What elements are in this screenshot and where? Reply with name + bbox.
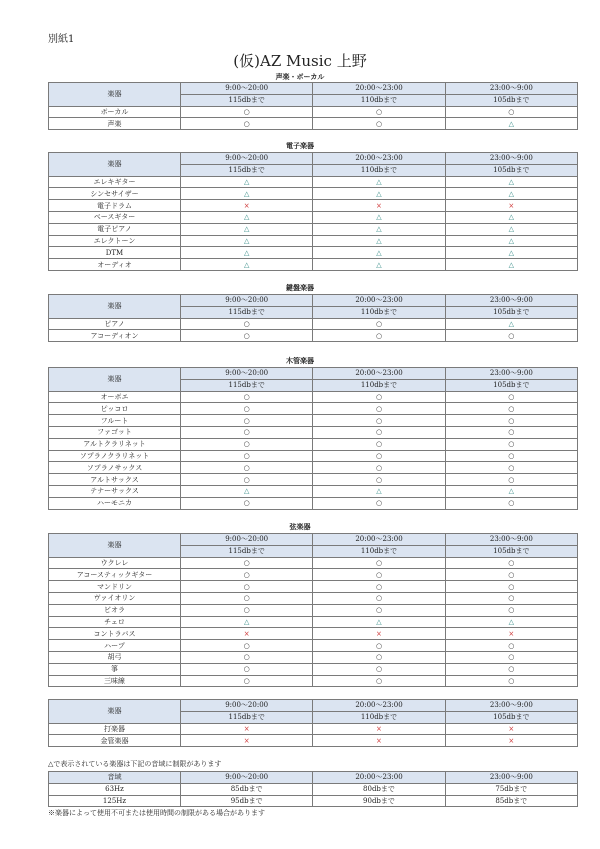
- table-row: [49, 497, 578, 509]
- table-row: [49, 663, 578, 675]
- table-row: [49, 474, 578, 486]
- db-limit: 85dbまで: [445, 795, 577, 807]
- availability-symbol: ×: [313, 200, 445, 212]
- availability-symbol: △: [445, 259, 577, 271]
- availability-symbol: ○: [445, 391, 577, 403]
- availability-symbol: ○: [313, 651, 445, 663]
- table-row: [49, 795, 578, 807]
- availability-symbol: ○: [181, 118, 313, 130]
- table-row: [49, 675, 578, 687]
- time-header: 20:00〜23:00: [313, 295, 445, 307]
- availability-symbol: ○: [445, 426, 577, 438]
- table-row: [49, 200, 578, 212]
- availability-symbol: ○: [181, 426, 313, 438]
- limit-header: 115dbまで: [181, 94, 313, 106]
- table-row: [49, 462, 578, 474]
- time-header: 20:00〜23:00: [313, 772, 445, 784]
- availability-symbol: ○: [445, 497, 577, 509]
- section-title: 木管楽器: [286, 357, 314, 365]
- availability-symbol: ○: [181, 497, 313, 509]
- instrument-name: 胡弓: [49, 651, 181, 663]
- time-header: 20:00〜23:00: [313, 700, 445, 712]
- table-row: [49, 176, 578, 188]
- instrument-header: 楽器: [49, 368, 181, 392]
- time-header: 23:00〜9:00: [445, 772, 577, 784]
- table-row: [49, 318, 578, 330]
- availability-symbol: ○: [445, 415, 577, 427]
- availability-symbol: ×: [181, 735, 313, 747]
- limit-header: 110dbまで: [313, 379, 445, 391]
- table-row: [49, 247, 578, 259]
- availability-symbol: ○: [445, 604, 577, 616]
- instrument-name: 声楽: [49, 118, 181, 130]
- instrument-name: エレキギター: [49, 176, 181, 188]
- availability-symbol: ○: [313, 318, 445, 330]
- availability-symbol: ○: [313, 581, 445, 593]
- table-row: [49, 616, 578, 628]
- table-row: [49, 211, 578, 223]
- availability-symbol: ○: [181, 450, 313, 462]
- limit-header: 115dbまで: [181, 711, 313, 723]
- limit-header: 110dbまで: [313, 711, 445, 723]
- availability-symbol: △: [445, 485, 577, 497]
- limit-header: 110dbまで: [313, 306, 445, 318]
- table-row: [49, 235, 578, 247]
- availability-symbol: △: [445, 118, 577, 130]
- availability-symbol: ○: [181, 318, 313, 330]
- instrument-header: 楽器: [49, 295, 181, 319]
- availability-symbol: ○: [181, 581, 313, 593]
- availability-symbol: △: [445, 616, 577, 628]
- limit-header: 105dbまで: [445, 94, 577, 106]
- availability-symbol: △: [445, 176, 577, 188]
- availability-symbol: ○: [313, 557, 445, 569]
- instrument-name: 電子ドラム: [49, 200, 181, 212]
- availability-symbol: △: [445, 223, 577, 235]
- table-row: [49, 581, 578, 593]
- time-header: 23:00〜9:00: [445, 83, 577, 95]
- availability-symbol: ○: [445, 403, 577, 415]
- availability-symbol: ○: [313, 403, 445, 415]
- table-row: [49, 450, 578, 462]
- instrument-name: ファゴット: [49, 426, 181, 438]
- instrument-header: 楽器: [49, 534, 181, 558]
- availability-symbol: ○: [181, 330, 313, 342]
- instrument-name: ボーカル: [49, 106, 181, 118]
- page-label: 別紙1: [48, 34, 75, 45]
- availability-symbol: ×: [445, 723, 577, 735]
- instrument-name: 打楽器: [49, 723, 181, 735]
- instrument-header: 楽器: [49, 153, 181, 177]
- availability-symbol: ○: [445, 438, 577, 450]
- availability-symbol: ○: [445, 581, 577, 593]
- availability-symbol: ○: [445, 330, 577, 342]
- instrument-table: [48, 152, 578, 271]
- availability-symbol: ×: [181, 628, 313, 640]
- availability-symbol: ○: [181, 651, 313, 663]
- instrument-name: テナーサックス: [49, 485, 181, 497]
- availability-symbol: ○: [445, 663, 577, 675]
- instrument-name: ハープ: [49, 640, 181, 652]
- instrument-header: 楽器: [49, 700, 181, 724]
- availability-symbol: △: [445, 247, 577, 259]
- limit-header: 105dbまで: [445, 711, 577, 723]
- table-row: [49, 783, 578, 795]
- instrument-name: 金管楽器: [49, 735, 181, 747]
- instrument-name: 三味線: [49, 675, 181, 687]
- time-header: 23:00〜9:00: [445, 368, 577, 380]
- availability-symbol: ○: [181, 675, 313, 687]
- availability-symbol: △: [313, 259, 445, 271]
- limit-header: 110dbまで: [313, 94, 445, 106]
- availability-symbol: ○: [445, 450, 577, 462]
- limit-header: 110dbまで: [313, 545, 445, 557]
- availability-symbol: ○: [313, 474, 445, 486]
- availability-symbol: ×: [445, 628, 577, 640]
- availability-symbol: ○: [313, 118, 445, 130]
- availability-symbol: ○: [313, 391, 445, 403]
- table-row: [49, 223, 578, 235]
- table-row: [49, 403, 578, 415]
- availability-symbol: △: [445, 235, 577, 247]
- table-row: [49, 106, 578, 118]
- instrument-name: アルトサックス: [49, 474, 181, 486]
- limit-header: 105dbまで: [445, 164, 577, 176]
- time-header: 23:00〜9:00: [445, 534, 577, 546]
- availability-symbol: △: [181, 211, 313, 223]
- availability-symbol: ×: [313, 628, 445, 640]
- frequency-range: 63Hz: [49, 783, 181, 795]
- table-row: [49, 557, 578, 569]
- table-row: [49, 735, 578, 747]
- instrument-name: アコースティックギター: [49, 569, 181, 581]
- availability-symbol: ○: [181, 640, 313, 652]
- page-title: (仮)AZ Music 上野: [233, 52, 367, 70]
- limit-header: 105dbまで: [445, 379, 577, 391]
- table-row: [49, 640, 578, 652]
- availability-symbol: ○: [313, 106, 445, 118]
- availability-symbol: ○: [445, 651, 577, 663]
- instrument-name: コントラバス: [49, 628, 181, 640]
- instrument-name: アルトクラリネット: [49, 438, 181, 450]
- section-title: 声楽・ボーカル: [275, 73, 325, 81]
- instrument-name: アコーディオン: [49, 330, 181, 342]
- availability-symbol: ○: [445, 569, 577, 581]
- db-limit: 95dbまで: [181, 795, 313, 807]
- time-header: 20:00〜23:00: [313, 83, 445, 95]
- availability-symbol: ○: [181, 604, 313, 616]
- instrument-name: オーディオ: [49, 259, 181, 271]
- time-header: 9:00〜20:00: [181, 368, 313, 380]
- time-header: 9:00〜20:00: [181, 295, 313, 307]
- availability-symbol: ○: [445, 640, 577, 652]
- availability-symbol: ×: [181, 723, 313, 735]
- db-limit: 90dbまで: [313, 795, 445, 807]
- table-row: [49, 391, 578, 403]
- instrument-name: 電子ピアノ: [49, 223, 181, 235]
- availability-symbol: ○: [181, 592, 313, 604]
- availability-symbol: ○: [313, 438, 445, 450]
- availability-symbol: △: [313, 616, 445, 628]
- availability-symbol: ○: [313, 675, 445, 687]
- instrument-name: オーボエ: [49, 391, 181, 403]
- availability-symbol: ○: [313, 450, 445, 462]
- instrument-table: [48, 367, 578, 510]
- limit-header: 110dbまで: [313, 164, 445, 176]
- section-title: 鍵盤楽器: [286, 284, 314, 292]
- availability-symbol: ○: [181, 557, 313, 569]
- sound-range-header: 音域: [49, 772, 181, 784]
- section-title: 電子楽器: [286, 142, 314, 150]
- availability-symbol: ○: [313, 415, 445, 427]
- availability-symbol: △: [181, 485, 313, 497]
- instrument-name: ベースギター: [49, 211, 181, 223]
- availability-symbol: △: [181, 247, 313, 259]
- availability-symbol: △: [313, 188, 445, 200]
- limit-header: 115dbまで: [181, 164, 313, 176]
- limit-header: 105dbまで: [445, 306, 577, 318]
- availability-symbol: △: [445, 188, 577, 200]
- time-header: 23:00〜9:00: [445, 153, 577, 165]
- availability-symbol: ○: [181, 438, 313, 450]
- instrument-name: フルート: [49, 415, 181, 427]
- availability-symbol: ○: [445, 557, 577, 569]
- availability-symbol: ○: [445, 592, 577, 604]
- limit-header: 115dbまで: [181, 306, 313, 318]
- availability-symbol: ○: [181, 106, 313, 118]
- availability-symbol: △: [313, 485, 445, 497]
- time-header: 20:00〜23:00: [313, 153, 445, 165]
- availability-symbol: ○: [181, 569, 313, 581]
- time-header: 20:00〜23:00: [313, 534, 445, 546]
- availability-symbol: ×: [181, 200, 313, 212]
- db-limit: 85dbまで: [181, 783, 313, 795]
- limit-header: 105dbまで: [445, 545, 577, 557]
- table-row: [49, 426, 578, 438]
- availability-symbol: △: [445, 318, 577, 330]
- availability-symbol: ×: [313, 723, 445, 735]
- instrument-name: マンドリン: [49, 581, 181, 593]
- table-row: [49, 723, 578, 735]
- availability-symbol: ○: [313, 663, 445, 675]
- availability-symbol: ○: [313, 497, 445, 509]
- availability-symbol: ○: [181, 663, 313, 675]
- instrument-name: ソプラノサックス: [49, 462, 181, 474]
- time-header: 9:00〜20:00: [181, 534, 313, 546]
- limit-header: 115dbまで: [181, 379, 313, 391]
- availability-symbol: ○: [313, 592, 445, 604]
- availability-symbol: ○: [181, 403, 313, 415]
- availability-symbol: △: [181, 616, 313, 628]
- availability-symbol: ×: [445, 200, 577, 212]
- frequency-range: 125Hz: [49, 795, 181, 807]
- instrument-name: ピッコロ: [49, 403, 181, 415]
- availability-symbol: ○: [181, 391, 313, 403]
- availability-symbol: ○: [313, 569, 445, 581]
- time-header: 9:00〜20:00: [181, 772, 313, 784]
- instrument-name: 箏: [49, 663, 181, 675]
- instrument-name: シンセサイザー: [49, 188, 181, 200]
- availability-symbol: ○: [313, 640, 445, 652]
- table-row: [49, 259, 578, 271]
- availability-symbol: ○: [313, 604, 445, 616]
- table-row: [49, 188, 578, 200]
- db-limit: 80dbまで: [313, 783, 445, 795]
- instrument-name: チェロ: [49, 616, 181, 628]
- triangle-note: △で表示されている楽器は下記の音域に制限があります: [48, 760, 222, 768]
- instrument-name: ピアノ: [49, 318, 181, 330]
- time-header: 9:00〜20:00: [181, 83, 313, 95]
- time-header: 20:00〜23:00: [313, 368, 445, 380]
- availability-symbol: ○: [181, 474, 313, 486]
- table-row: [49, 118, 578, 130]
- availability-symbol: △: [313, 235, 445, 247]
- availability-symbol: △: [313, 247, 445, 259]
- availability-symbol: ○: [445, 675, 577, 687]
- availability-symbol: △: [181, 223, 313, 235]
- time-header: 9:00〜20:00: [181, 153, 313, 165]
- footer-note: ※楽器によって使用不可または使用時間の制限がある場合があります: [48, 809, 265, 817]
- availability-symbol: ○: [445, 462, 577, 474]
- instrument-name: ヴァイオリン: [49, 592, 181, 604]
- instrument-table: [48, 533, 578, 687]
- availability-symbol: △: [313, 176, 445, 188]
- instrument-table: [48, 294, 578, 342]
- table-row: [49, 604, 578, 616]
- availability-symbol: △: [313, 211, 445, 223]
- time-header: 23:00〜9:00: [445, 700, 577, 712]
- db-limit: 75dbまで: [445, 783, 577, 795]
- availability-symbol: ○: [313, 462, 445, 474]
- table-row: [49, 651, 578, 663]
- availability-symbol: ○: [445, 106, 577, 118]
- table-row: [49, 592, 578, 604]
- instrument-header: 楽器: [49, 83, 181, 107]
- table-row: [49, 330, 578, 342]
- instrument-name: DTM: [49, 247, 181, 259]
- instrument-name: ハーモニカ: [49, 497, 181, 509]
- instrument-name: ビオラ: [49, 604, 181, 616]
- table-row: [49, 485, 578, 497]
- availability-symbol: ○: [181, 462, 313, 474]
- availability-symbol: ○: [313, 330, 445, 342]
- availability-symbol: △: [181, 176, 313, 188]
- instrument-name: ウクレレ: [49, 557, 181, 569]
- table-row: [49, 628, 578, 640]
- availability-symbol: △: [445, 211, 577, 223]
- instrument-table: [48, 82, 578, 130]
- availability-symbol: ×: [445, 735, 577, 747]
- availability-symbol: △: [181, 235, 313, 247]
- table-row: [49, 438, 578, 450]
- instrument-name: エレクトーン: [49, 235, 181, 247]
- section-title: 弦楽器: [289, 523, 311, 531]
- instrument-table: [48, 699, 578, 747]
- limit-header: 115dbまで: [181, 545, 313, 557]
- table-row: [49, 415, 578, 427]
- sound-range-table: [48, 771, 578, 807]
- availability-symbol: △: [181, 259, 313, 271]
- availability-symbol: ○: [445, 474, 577, 486]
- availability-symbol: △: [313, 223, 445, 235]
- time-header: 23:00〜9:00: [445, 295, 577, 307]
- availability-symbol: ○: [313, 426, 445, 438]
- availability-symbol: △: [181, 188, 313, 200]
- table-row: [49, 569, 578, 581]
- instrument-name: ソプラノクラリネット: [49, 450, 181, 462]
- availability-symbol: ○: [181, 415, 313, 427]
- time-header: 9:00〜20:00: [181, 700, 313, 712]
- availability-symbol: ×: [313, 735, 445, 747]
